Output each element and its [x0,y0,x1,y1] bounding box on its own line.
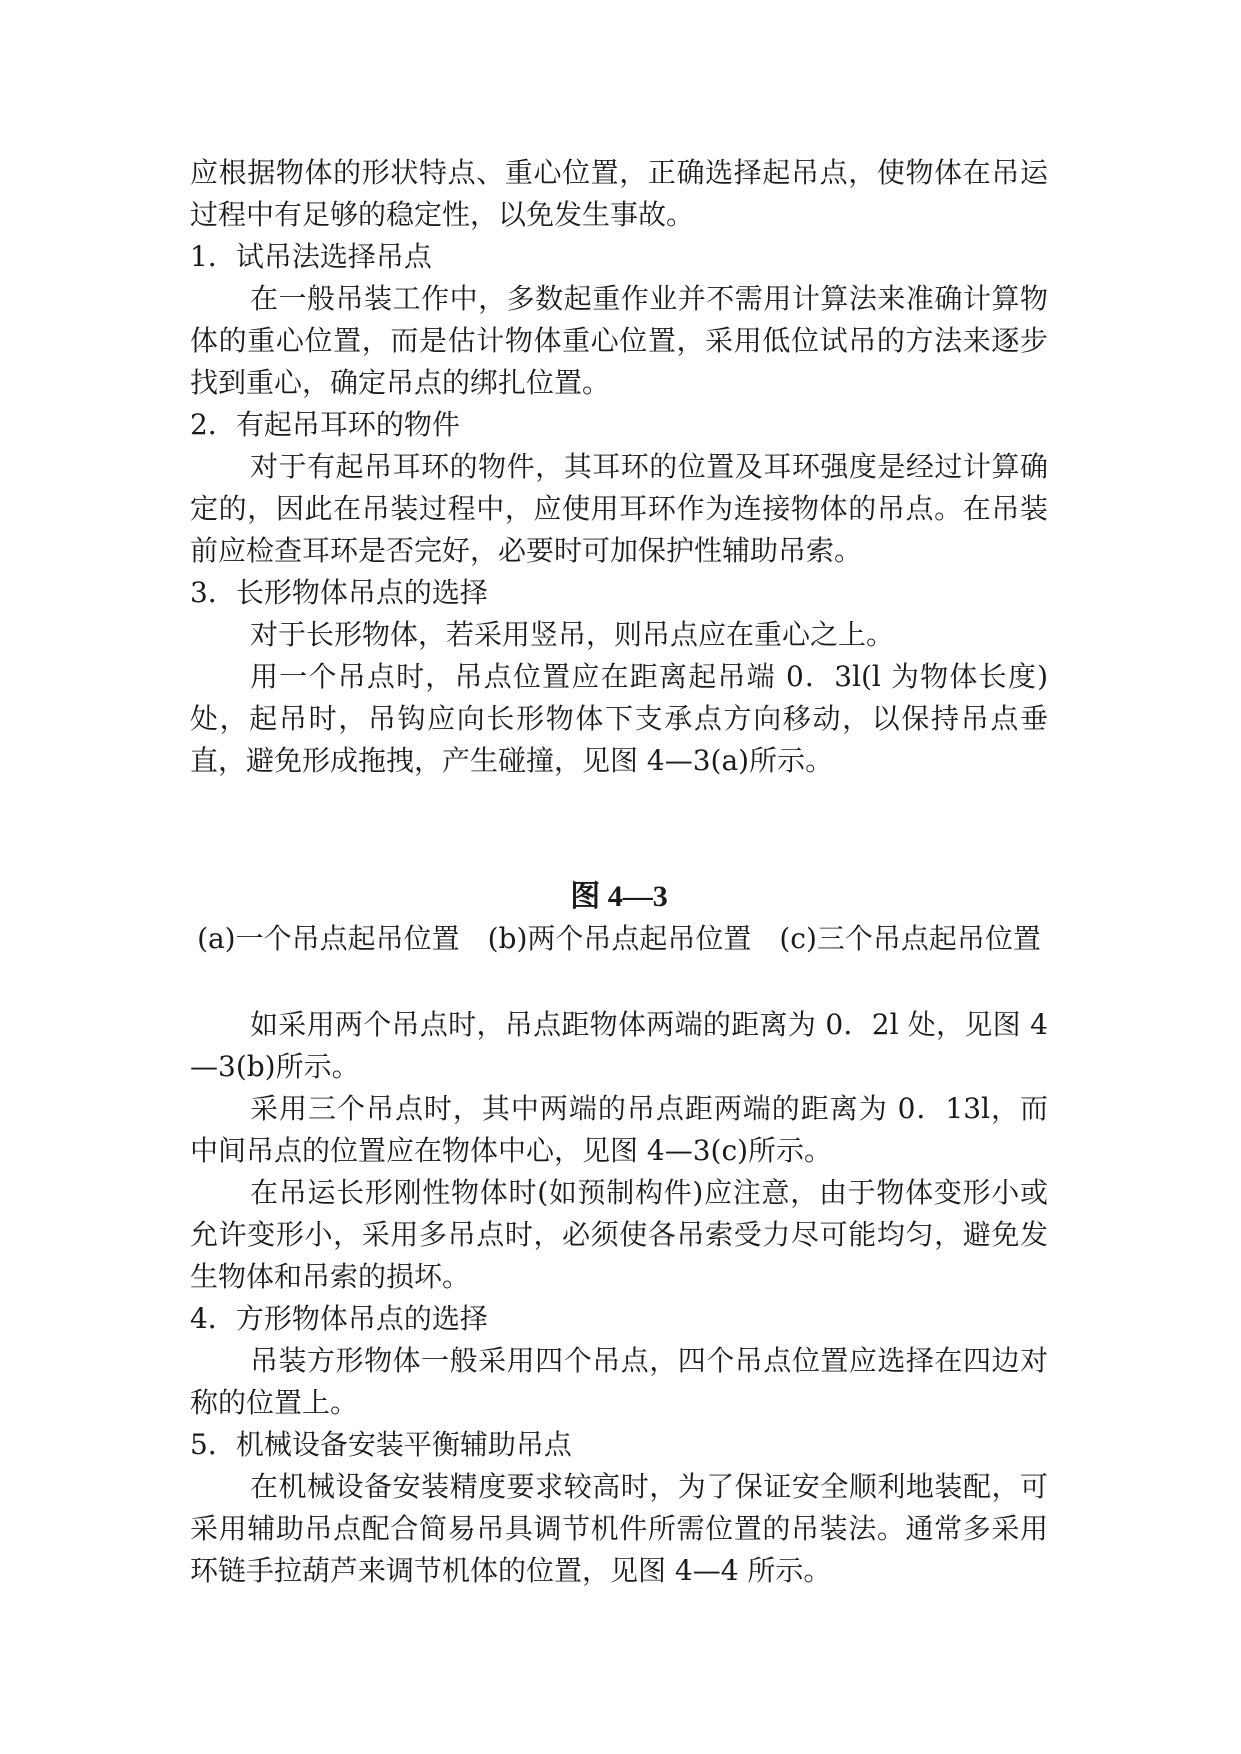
paragraph: 采用三个吊点时，其中两端的吊点距两端的距离为 0．13l，而中间吊点的位置应在物体中心，见图 4—3(c)所示。 [190,1092,1048,1167]
section-heading-3: 3．长形物体吊点的选择 [190,576,488,609]
figure-caption: (a)一个吊点起吊位置 (b)两个吊点起吊位置 (c)三个吊点起吊位置 [197,922,1041,955]
section-heading-4: 4．方形物体吊点的选择 [190,1302,488,1335]
figure-title: 图 4—3 [570,880,668,913]
paragraph: 在吊运长形刚性物体时(如预制构件)应注意，由于物体变形小或允许变形小，采用多吊点时，必须使各吊索受力尽可能均匀，避免发生物体和吊索的损坏。 [190,1176,1048,1293]
paragraph: 如采用两个吊点时，吊点距物体两端的距离为 0．2l 处，见图 4—3(b)所示。 [190,1008,1048,1083]
section-heading-2: 2．有起吊耳环的物件 [190,408,460,441]
section-heading-5: 5．机械设备安装平衡辅助吊点 [190,1428,572,1461]
paragraph: 在机械设备安装精度要求较高时，为了保证安全顺利地装配，可采用辅助吊点配合简易吊具调节机件所需位置的吊装法。通常多采用环链手拉葫芦来调节机体的位置，见图 4—4 所示。 [190,1470,1048,1587]
document-page [190,152,1048,1592]
paragraph: 用一个吊点时，吊点位置应在距离起吊端 0．3l(l 为物体长度)处，起吊时，吊钩应向长形物体下支承点方向移动，以保持吊点垂直，避免形成拖拽，产生碰撞，见图 4—3(a)所示。 [190,660,1048,777]
spacer [190,960,1048,1004]
figure-space [190,782,1048,876]
paragraph: 吊装方形物体一般采用四个吊点，四个吊点位置应选择在四边对称的位置上。 [190,1344,1048,1419]
paragraph: 应根据物体的形状特点、重心位置，正确选择起吊点，使物体在吊运过程中有足够的稳定性，以免发生事故。 [190,156,1048,231]
paragraph: 对于长形物体，若采用竖吊，则吊点应在重心之上。 [250,618,895,651]
paragraph: 对于有起吊耳环的物件，其耳环的位置及耳环强度是经过计算确定的，因此在吊装过程中，应使用耳环作为连接物体的吊点。在吊装前应检查耳环是否完好，必要时可加保护性辅助吊索。 [190,450,1048,567]
paragraph: 在一般吊装工作中，多数起重作业并不需用计算法来准确计算物体的重心位置，而是估计物体重心位置，采用低位试吊的方法来逐步找到重心，确定吊点的绑扎位置。 [190,282,1048,399]
section-heading-1: 1．试吊法选择吊点 [190,240,432,273]
